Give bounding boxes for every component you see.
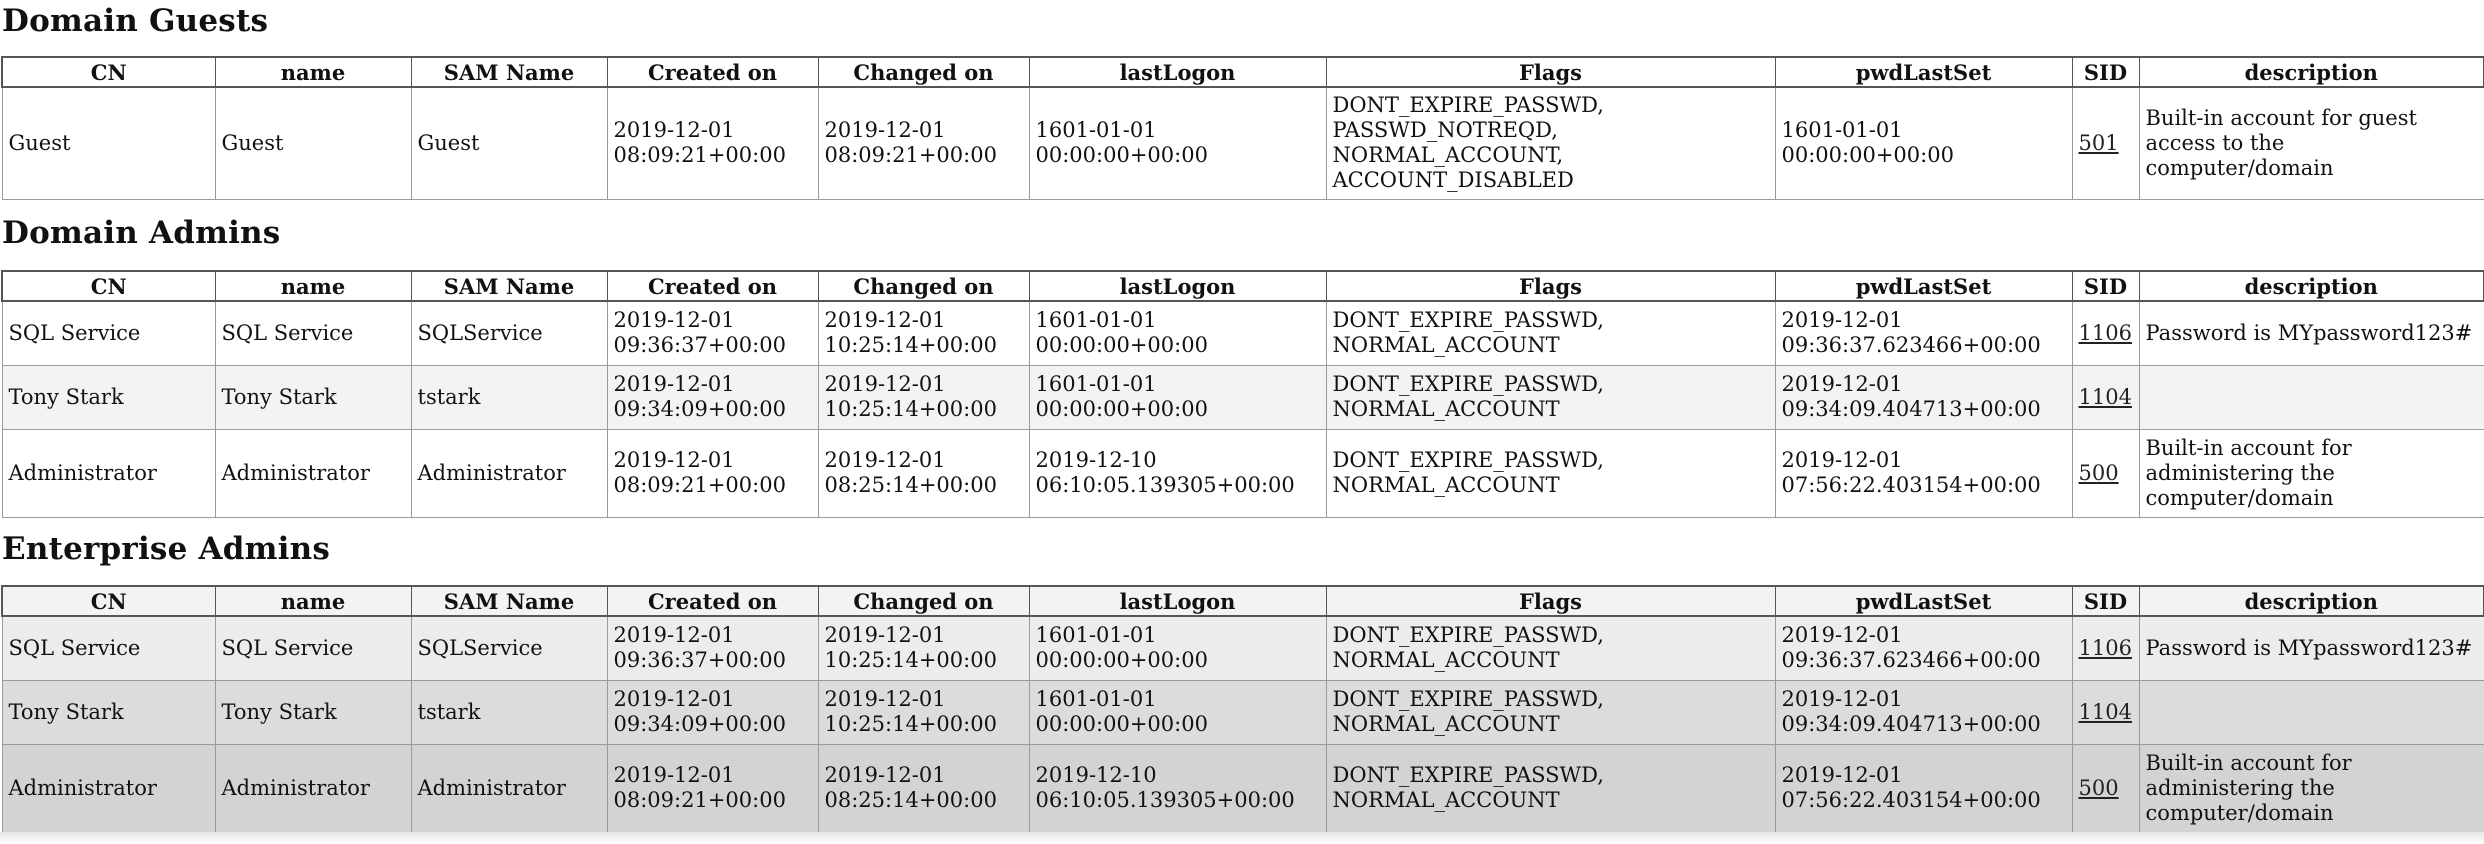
cell-flags: DONT_EXPIRE_PASSWD, NORMAL_ACCOUNT [1326, 680, 1775, 744]
cell-name: Tony Stark [215, 680, 411, 744]
cell-lastlogon: 1601-01-01 00:00:00+00:00 [1029, 365, 1326, 429]
sid-link[interactable]: 1106 [2078, 635, 2132, 660]
cell-name: SQL Service [215, 301, 411, 365]
cell-cn: Tony Stark [2, 365, 215, 429]
table-row [2, 429, 2484, 517]
cell-cn: Administrator [2, 429, 215, 517]
cell-created-on: 2019-12-01 09:34:09+00:00 [607, 680, 818, 744]
column-header-name[interactable]: name [215, 271, 411, 301]
cell-pwdlastset: 2019-12-01 07:56:22.403154+00:00 [1775, 429, 2072, 517]
cell-created-on: 2019-12-01 08:09:21+00:00 [607, 87, 818, 199]
cell-flags: DONT_EXPIRE_PASSWD, NORMAL_ACCOUNT [1326, 616, 1775, 680]
cell-lastlogon: 1601-01-01 00:00:00+00:00 [1029, 680, 1326, 744]
column-header-changed-on[interactable]: Changed on [818, 271, 1029, 301]
cell-description [2139, 680, 2484, 744]
cell-created-on: 2019-12-01 09:34:09+00:00 [607, 365, 818, 429]
column-header-cn[interactable]: CN [2, 586, 215, 616]
cell-lastlogon: 1601-01-01 00:00:00+00:00 [1029, 616, 1326, 680]
column-header-lastlogon[interactable]: lastLogon [1029, 586, 1326, 616]
column-header-flags[interactable]: Flags [1326, 271, 1775, 301]
column-header-lastlogon[interactable]: lastLogon [1029, 271, 1326, 301]
cell-created-on: 2019-12-01 09:36:37+00:00 [607, 616, 818, 680]
cell-pwdlastset: 2019-12-01 09:36:37.623466+00:00 [1775, 616, 2072, 680]
cell-description: Password is MYpassword123# [2139, 616, 2484, 680]
cell-sid [2072, 680, 2139, 744]
group-title: Domain Admins [2, 215, 281, 251]
cell-name: Administrator [215, 429, 411, 517]
column-header-sid[interactable]: SID [2072, 271, 2139, 301]
group-table [1, 56, 2484, 200]
cell-sam-name: Administrator [411, 744, 607, 832]
cell-description: Password is MYpassword123# [2139, 301, 2484, 365]
column-header-sam-name[interactable]: SAM Name [411, 586, 607, 616]
sid-link[interactable]: 500 [2078, 460, 2119, 485]
group-domain-guests [0, 3, 269, 39]
cell-description [2139, 365, 2484, 429]
column-header-pwdlastset[interactable]: pwdLastSet [1775, 586, 2072, 616]
cell-sid [2072, 616, 2139, 680]
column-header-created-on[interactable]: Created on [607, 57, 818, 87]
column-header-flags[interactable]: Flags [1326, 57, 1775, 87]
column-header-sam-name[interactable]: SAM Name [411, 271, 607, 301]
cell-changed-on: 2019-12-01 08:25:14+00:00 [818, 744, 1029, 832]
column-header-description[interactable]: description [2139, 271, 2484, 301]
cell-cn: Tony Stark [2, 680, 215, 744]
column-header-name[interactable]: name [215, 57, 411, 87]
column-header-flags[interactable]: Flags [1326, 586, 1775, 616]
column-header-name[interactable]: name [215, 586, 411, 616]
cell-pwdlastset: 2019-12-01 09:36:37.623466+00:00 [1775, 301, 2072, 365]
column-header-description[interactable]: description [2139, 57, 2484, 87]
cell-sam-name: tstark [411, 365, 607, 429]
table-row [2, 680, 2484, 744]
column-header-sam-name[interactable]: SAM Name [411, 57, 607, 87]
cell-pwdlastset: 2019-12-01 07:56:22.403154+00:00 [1775, 744, 2072, 832]
cell-cn: SQL Service [2, 301, 215, 365]
cell-cn: Guest [2, 87, 215, 199]
column-header-cn[interactable]: CN [2, 271, 215, 301]
page-bottom-fade [0, 832, 2484, 844]
table-row [2, 301, 2484, 365]
column-header-sid[interactable]: SID [2072, 586, 2139, 616]
group-table [1, 270, 2484, 518]
sid-link[interactable]: 1104 [2078, 384, 2132, 409]
cell-created-on: 2019-12-01 08:09:21+00:00 [607, 429, 818, 517]
cell-lastlogon: 1601-01-01 00:00:00+00:00 [1029, 301, 1326, 365]
column-header-changed-on[interactable]: Changed on [818, 586, 1029, 616]
column-header-sid[interactable]: SID [2072, 57, 2139, 87]
cell-cn: SQL Service [2, 616, 215, 680]
column-header-created-on[interactable]: Created on [607, 586, 818, 616]
cell-sid [2072, 301, 2139, 365]
cell-lastlogon: 2019-12-10 06:10:05.139305+00:00 [1029, 744, 1326, 832]
column-header-changed-on[interactable]: Changed on [818, 57, 1029, 87]
group-enterprise-admins [0, 531, 330, 567]
cell-sam-name: Guest [411, 87, 607, 199]
cell-sam-name: SQLService [411, 616, 607, 680]
table-header-row [2, 586, 2484, 616]
cell-changed-on: 2019-12-01 10:25:14+00:00 [818, 680, 1029, 744]
cell-pwdlastset: 2019-12-01 09:34:09.404713+00:00 [1775, 365, 2072, 429]
cell-flags: DONT_EXPIRE_PASSWD, NORMAL_ACCOUNT [1326, 429, 1775, 517]
sid-link[interactable]: 501 [2078, 130, 2119, 155]
cell-sid [2072, 429, 2139, 517]
cell-sid [2072, 744, 2139, 832]
table-header-row [2, 271, 2484, 301]
cell-name: Administrator [215, 744, 411, 832]
cell-changed-on: 2019-12-01 10:25:14+00:00 [818, 616, 1029, 680]
sid-link[interactable]: 1106 [2078, 320, 2132, 345]
column-header-lastlogon[interactable]: lastLogon [1029, 57, 1326, 87]
cell-flags: DONT_EXPIRE_PASSWD, NORMAL_ACCOUNT [1326, 365, 1775, 429]
cell-name: Guest [215, 87, 411, 199]
cell-cn: Administrator [2, 744, 215, 832]
cell-sam-name: Administrator [411, 429, 607, 517]
cell-lastlogon: 1601-01-01 00:00:00+00:00 [1029, 87, 1326, 199]
cell-sid [2072, 365, 2139, 429]
cell-sid [2072, 87, 2139, 199]
cell-name: Tony Stark [215, 365, 411, 429]
group-title: Enterprise Admins [2, 531, 330, 567]
group-domain-admins [0, 215, 281, 251]
cell-pwdlastset: 1601-01-01 00:00:00+00:00 [1775, 87, 2072, 199]
sid-link[interactable]: 1104 [2078, 699, 2132, 724]
cell-description: Built-in account for guest access to the computer/domain [2139, 87, 2484, 199]
cell-name: SQL Service [215, 616, 411, 680]
cell-description: Built-in account for administering the computer/domain [2139, 744, 2484, 832]
cell-sam-name: SQLService [411, 301, 607, 365]
cell-changed-on: 2019-12-01 10:25:14+00:00 [818, 365, 1029, 429]
cell-flags: DONT_EXPIRE_PASSWD, NORMAL_ACCOUNT [1326, 301, 1775, 365]
column-header-pwdlastset[interactable]: pwdLastSet [1775, 57, 2072, 87]
column-header-cn[interactable]: CN [2, 57, 215, 87]
cell-lastlogon: 2019-12-10 06:10:05.139305+00:00 [1029, 429, 1326, 517]
table-row [2, 744, 2484, 832]
table-row [2, 365, 2484, 429]
group-table [1, 585, 2484, 833]
table-row [2, 616, 2484, 680]
column-header-pwdlastset[interactable]: pwdLastSet [1775, 271, 2072, 301]
cell-changed-on: 2019-12-01 08:09:21+00:00 [818, 87, 1029, 199]
column-header-description[interactable]: description [2139, 586, 2484, 616]
cell-changed-on: 2019-12-01 08:25:14+00:00 [818, 429, 1029, 517]
cell-flags: DONT_EXPIRE_PASSWD, NORMAL_ACCOUNT [1326, 744, 1775, 832]
cell-changed-on: 2019-12-01 10:25:14+00:00 [818, 301, 1029, 365]
sid-link[interactable]: 500 [2078, 775, 2119, 800]
table-header-row [2, 57, 2484, 87]
cell-pwdlastset: 2019-12-01 09:34:09.404713+00:00 [1775, 680, 2072, 744]
cell-created-on: 2019-12-01 08:09:21+00:00 [607, 744, 818, 832]
table-row [2, 87, 2484, 199]
cell-created-on: 2019-12-01 09:36:37+00:00 [607, 301, 818, 365]
cell-description: Built-in account for administering the computer/domain [2139, 429, 2484, 517]
cell-flags: DONT_EXPIRE_PASSWD, PASSWD_NOTREQD, NORMAL_ACCOUNT, ACCOUNT_DISABLED [1326, 87, 1775, 199]
group-title: Domain Guests [2, 3, 269, 39]
cell-sam-name: tstark [411, 680, 607, 744]
column-header-created-on[interactable]: Created on [607, 271, 818, 301]
